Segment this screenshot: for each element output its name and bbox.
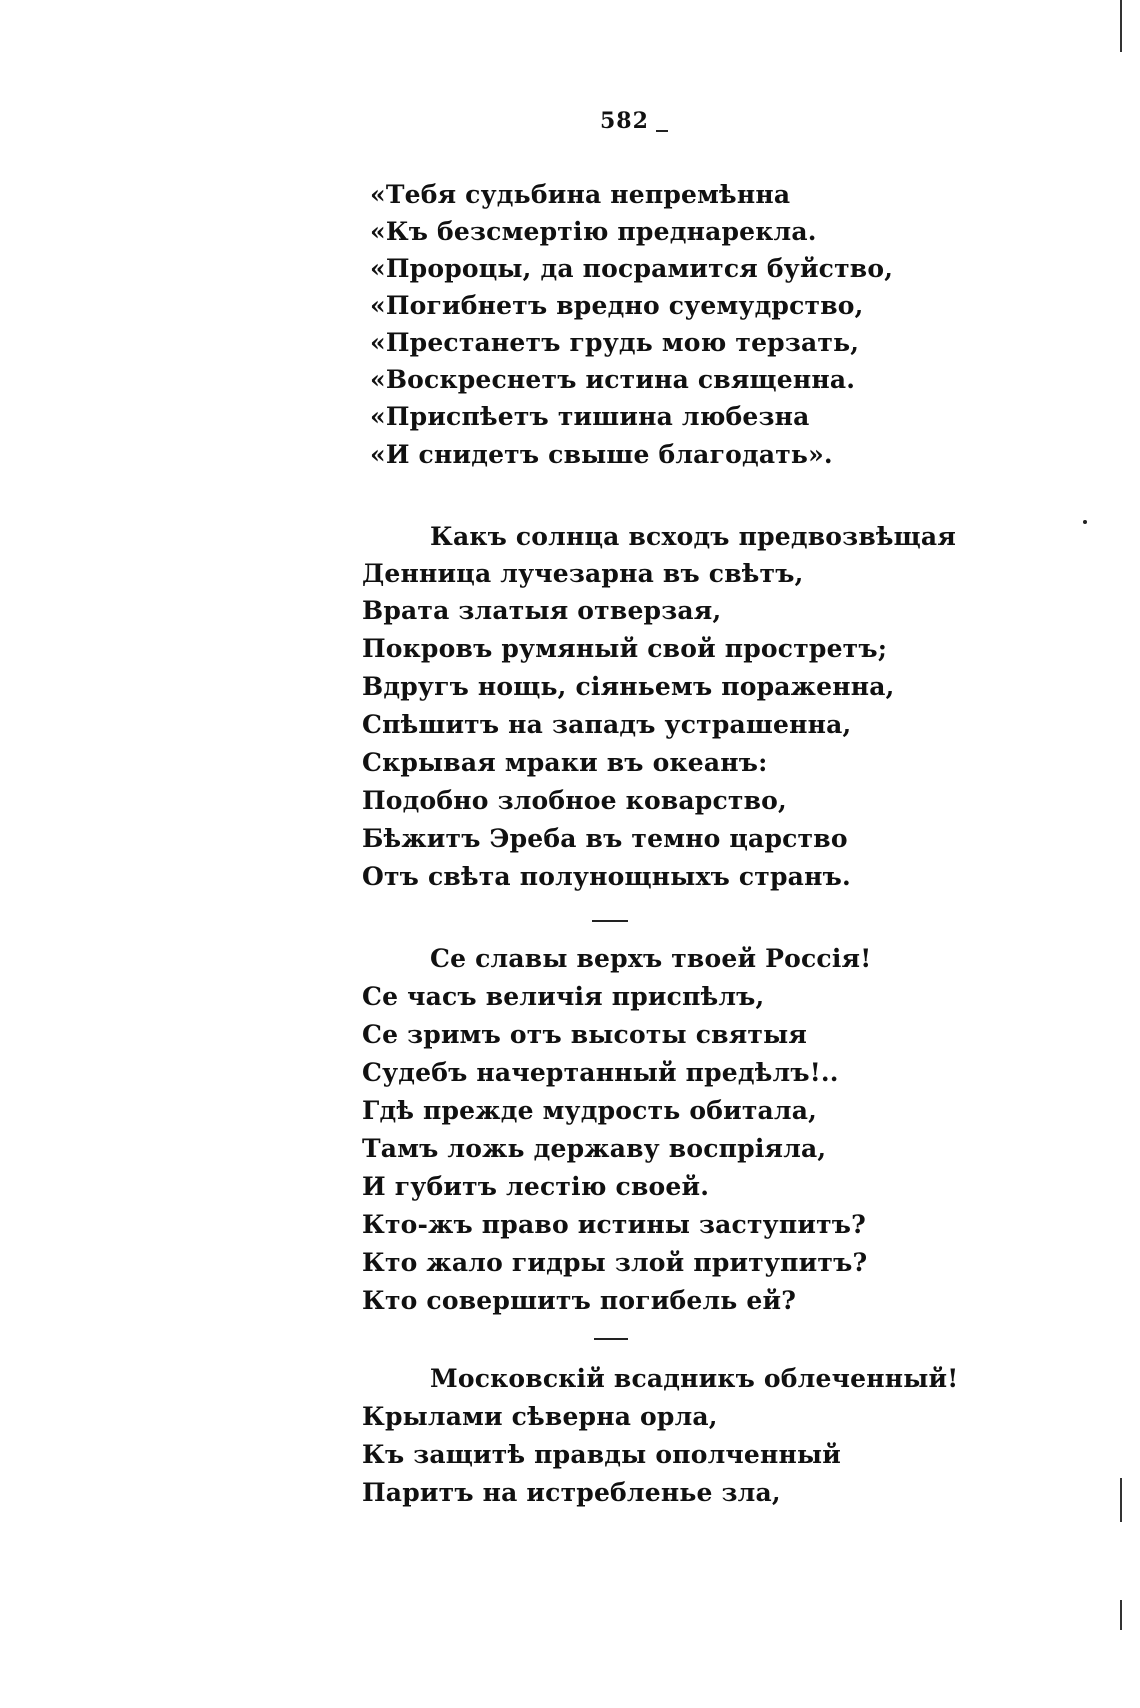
page-number: 582: [600, 108, 649, 134]
verse-line: «Воскреснетъ истина священна.: [370, 365, 856, 394]
verse-line: Кто совершитъ погибель ей?: [362, 1286, 797, 1315]
scan-edge-mark: [1120, 1600, 1122, 1630]
scan-edge-mark: [1120, 1478, 1122, 1522]
verse-line: Денница лучезарна въ свѣтъ,: [362, 559, 804, 588]
verse-line: Покровъ румяный свой простретъ;: [362, 634, 888, 663]
verse-line: Се зримъ отъ высоты святыя: [362, 1020, 807, 1049]
verse-line: И губитъ лестію своей.: [362, 1172, 710, 1201]
verse-line: «И снидетъ свыше благодать».: [370, 440, 833, 469]
verse-line: Гдѣ прежде мудрость обитала,: [362, 1096, 818, 1125]
verse-line: Скрывая мраки въ океанъ:: [362, 748, 768, 777]
verse-line: Спѣшитъ на западъ устрашенна,: [362, 710, 852, 739]
verse-line: Бѣжитъ Эреба въ темно царство: [362, 824, 848, 853]
verse-line: «Приспѣетъ тишина любезна: [370, 402, 810, 431]
verse-line: Судебъ начертанный предѣлъ!..: [362, 1058, 839, 1087]
verse-line: «Къ безсмертію преднарекла.: [370, 217, 817, 246]
verse-line: Подобно злобное коварство,: [362, 786, 787, 815]
verse-line: Крылами сѣверна орла,: [362, 1402, 718, 1431]
scan-speck: [1083, 520, 1087, 524]
verse-line: Кто жало гидры злой притупитъ?: [362, 1248, 868, 1277]
verse-line: «Тебя судьбина непремѣнна: [370, 180, 791, 209]
page-number-dash: [656, 130, 668, 132]
verse-line: Къ защитѣ правды ополченный: [362, 1440, 841, 1469]
verse-line: Се часъ величія приспѣлъ,: [362, 982, 765, 1011]
verse-line: Паритъ на истребленье зла,: [362, 1478, 781, 1507]
section-divider: [594, 1338, 628, 1340]
verse-line: «Погибнетъ вредно суемудрство,: [370, 291, 864, 320]
verse-line: Кто-жъ право истины заступитъ?: [362, 1210, 867, 1239]
verse-line: «Престанетъ грудь мою терзать,: [370, 328, 860, 357]
verse-line: Какъ солнца всходъ предвозвѣщая: [430, 522, 956, 551]
verse-line: Вдругъ нощь, сіяньемъ пораженна,: [362, 672, 895, 701]
verse-line: «Пророцы, да посрамится буйство,: [370, 254, 894, 283]
verse-line: Отъ свѣта полунощныхъ странъ.: [362, 862, 851, 891]
scan-edge-mark: [1120, 0, 1122, 52]
verse-line: Тамъ ложь державу воспріяла,: [362, 1134, 827, 1163]
verse-line: Врата златыя отверзая,: [362, 596, 722, 625]
verse-line: Се славы верхъ твоей Россія!: [430, 944, 872, 973]
section-divider: [592, 920, 628, 922]
verse-line: Московскій всадникъ облеченный!: [430, 1364, 959, 1393]
